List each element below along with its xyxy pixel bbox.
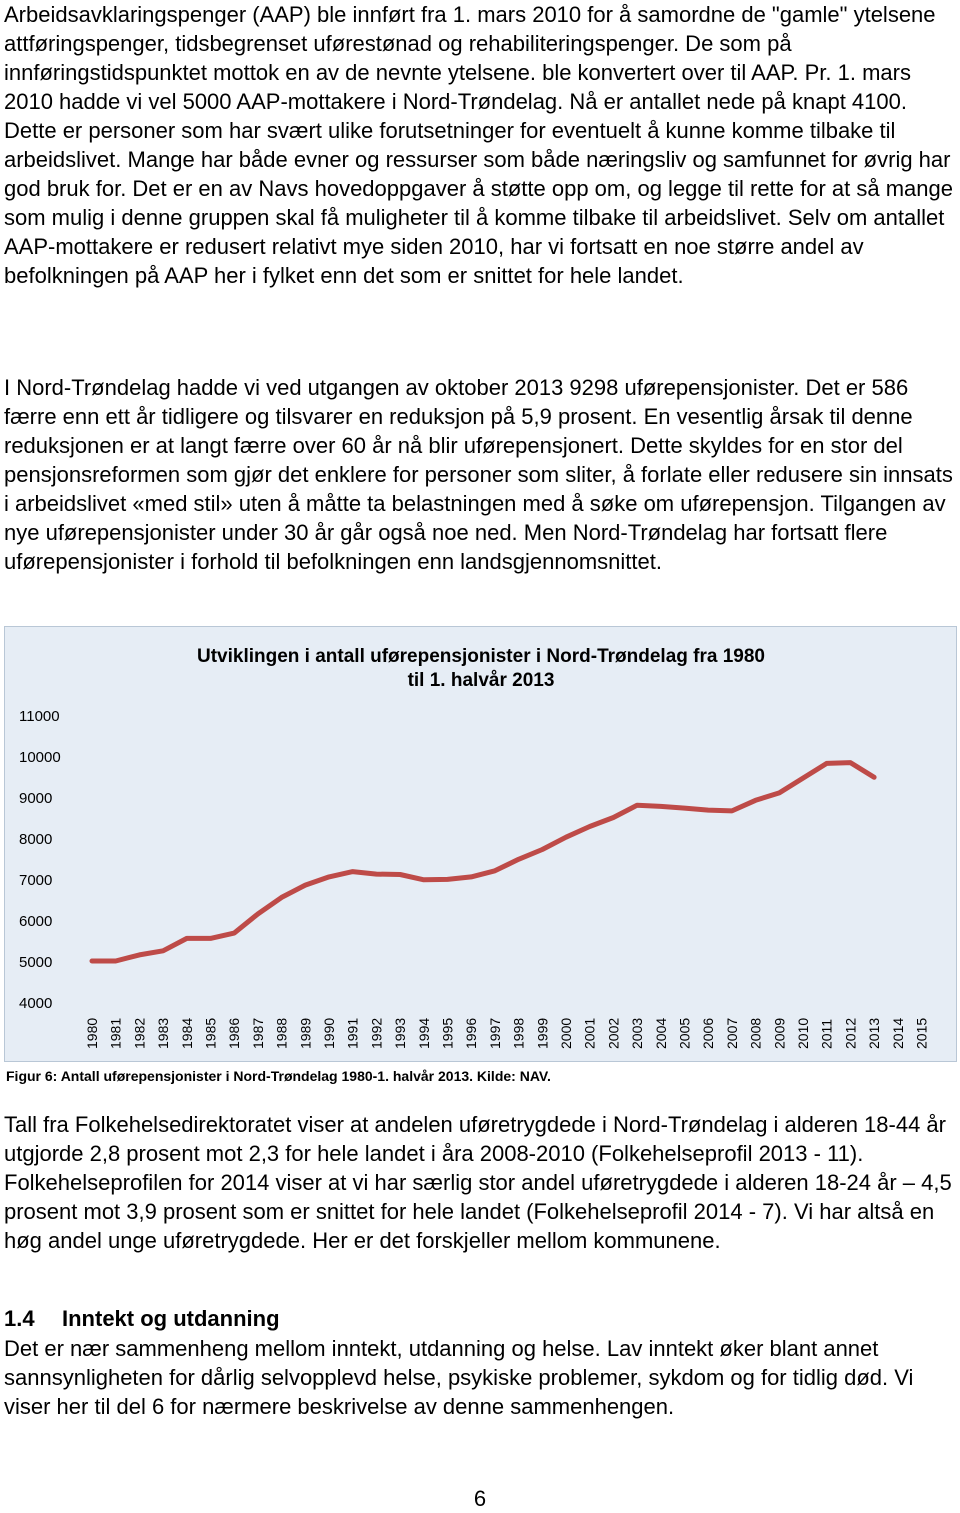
x-tick-label: 2011 bbox=[818, 1018, 835, 1049]
x-tick-label: 1987 bbox=[249, 1017, 266, 1049]
y-tick-label: 10000 bbox=[19, 749, 61, 766]
x-tick-label: 1998 bbox=[510, 1017, 527, 1049]
x-tick-label: 1990 bbox=[321, 1017, 337, 1049]
x-tick-label: 1981 bbox=[107, 1017, 124, 1049]
y-tick-label: 9000 bbox=[19, 790, 53, 807]
section-heading bbox=[4, 1304, 954, 1333]
x-tick-label: 2010 bbox=[795, 1017, 811, 1049]
chart-title-line: Utviklingen i antall uførepensjonister i Nord-Trøndelag fra 1980 bbox=[196, 646, 766, 667]
x-tick-label: 1994 bbox=[415, 1017, 432, 1049]
x-tick-label: 2007 bbox=[723, 1017, 740, 1049]
chart-title-line: til 1. halvår 2013 bbox=[407, 670, 555, 691]
x-tick-label: 2005 bbox=[676, 1017, 693, 1049]
x-tick-label: 2009 bbox=[771, 1017, 788, 1049]
x-tick-label: 1999 bbox=[534, 1017, 551, 1049]
x-tick-label: 1986 bbox=[226, 1017, 243, 1049]
line-chart bbox=[5, 627, 958, 1063]
y-tick-label: 4000 bbox=[19, 995, 53, 1012]
series-line bbox=[92, 763, 874, 961]
x-tick-label: 1993 bbox=[392, 1017, 409, 1049]
x-tick-label: 1982 bbox=[131, 1017, 148, 1049]
x-tick-label: 1991 bbox=[344, 1017, 361, 1049]
x-tick-label: 2013 bbox=[866, 1017, 883, 1049]
x-tick-label: 1989 bbox=[297, 1017, 314, 1049]
y-tick-label: 8000 bbox=[19, 831, 53, 848]
y-tick-label: 6000 bbox=[19, 913, 53, 930]
x-tick-label: 1995 bbox=[439, 1017, 456, 1049]
x-tick-label: 2001 bbox=[581, 1017, 598, 1049]
chart-figure bbox=[4, 626, 957, 1062]
x-tick-label: 2004 bbox=[652, 1017, 669, 1049]
x-tick-label: 1992 bbox=[368, 1017, 385, 1049]
paragraph-uforepensjonister: I Nord-Trøndelag hadde vi ved utgangen av oktober 2013 9298 uførepensjonister. Det er 586 færre enn ett år tidligere og tilsvarer en reduksjon på 5,9 prosent. En vesentlig årsak til denne reduksjonen er at langt færre over 60 år nå blir uførepensjonert. Dette skyldes for en stor del pensjonsreformen som gjør det enklere for personer som sliter, å forlate eller redusere sin innsats i arbeidslivet «med stil» uten å måtte ta belastningen med å søke om uførepensjon. Tilgangen av nye uførepensjonister under 30 år går også noe ned. Men Nord-Trøndelag har fortsatt flere uførepensjonister i forhold til befolkningen enn landsgjennomsnittet. bbox=[4, 375, 953, 574]
x-tick-label: 1985 bbox=[202, 1017, 219, 1049]
x-tick-label: 2008 bbox=[747, 1017, 764, 1049]
y-tick-label: 11000 bbox=[19, 708, 60, 725]
section-title: Inntekt og utdanning bbox=[62, 1306, 280, 1331]
y-tick-label: 5000 bbox=[19, 954, 53, 971]
x-tick-label: 2003 bbox=[629, 1017, 646, 1049]
section-number: 1.4 bbox=[4, 1306, 35, 1331]
x-tick-label: 2000 bbox=[558, 1017, 574, 1049]
x-tick-label: 2002 bbox=[605, 1017, 622, 1049]
x-tick-label: 2006 bbox=[700, 1017, 717, 1049]
x-tick-label: 1983 bbox=[155, 1017, 172, 1049]
x-tick-label: 1996 bbox=[463, 1017, 480, 1049]
page-number: 6 bbox=[473, 1486, 487, 1511]
intro-paragraph-aap: Arbeidsavklaringspenger (AAP) ble innført fra 1. mars 2010 for å samordne de "gamle" ytelsene attføringspenger, tidsbegrenset uførestønad og rehabiliteringspenger. De som på innføringstidspunktet mottok en av de nevnte ytelsene. ble konvertert over til AAP. Pr. 1. mars 2010 hadde vi vel 5000 AAP-mottakere i Nord-Trøndelag. Nå er antallet nede på knapt 4100. Dette er personer som har svært ulike forutsetninger for eventuelt å kunne komme tilbake til arbeidslivet. Mange har både evner og ressurser som både næringsliv og samfunnet for øvrig har god bruk for. Det er en av Navs hovedoppgaver å støtte opp om, og legge til rette for at så mange som mulig i denne gruppen skal få muligheter til å komme tilbake til arbeidslivet. Selv om antallet AAP-mottakere er redusert relativt mye siden 2010, har vi fortsatt en noe større andel av befolkningen på AAP her i fylket enn det som er snittet for hele landet. bbox=[4, 2, 953, 288]
x-tick-label: 2014 bbox=[889, 1017, 906, 1049]
paragraph-inntekt: Det er nær sammenheng mellom inntekt, utdanning og helse. Lav inntekt øker blant annet sannsynligheten for dårlig selvopplevd helse, psykiske problemer, sykdom og for tidlig død. Vi viser her til del 6 for nærmere beskrivelse av denne sammenhengen. bbox=[4, 1336, 914, 1419]
x-tick-label: 1980 bbox=[84, 1017, 100, 1049]
figure-caption: Figur 6: Antall uførepensjonister i Nord-Trøndelag 1980-1. halvår 2013. Kilde: NAV. bbox=[6, 1068, 551, 1084]
x-tick-label: 1984 bbox=[178, 1017, 195, 1049]
x-tick-label: 1997 bbox=[486, 1017, 503, 1049]
y-tick-label: 7000 bbox=[19, 872, 53, 889]
x-tick-label: 1988 bbox=[273, 1017, 290, 1049]
paragraph-folkehelse: Tall fra Folkehelsedirektoratet viser at andelen uføretrygdede i Nord-Trøndelag i alderen 18-44 år utgjorde 2,8 prosent mot 2,3 for hele landet i åra 2008-2010 (Folkehelseprofil 2013 - 11). Folkehelseprofilen for 2014 viser at vi har særlig stor andel uføretrygdede i alderen 18-24 år – 4,5 prosent mot 3,9 prosent som er snittet for hele landet (Folkehelseprofil 2014 - 7). Vi har altså en høg andel unge uføretrygdede. Her er det forskjeller mellom kommunene. bbox=[4, 1112, 952, 1253]
x-tick-label: 2012 bbox=[842, 1017, 859, 1049]
x-tick-label: 2015 bbox=[913, 1017, 930, 1049]
